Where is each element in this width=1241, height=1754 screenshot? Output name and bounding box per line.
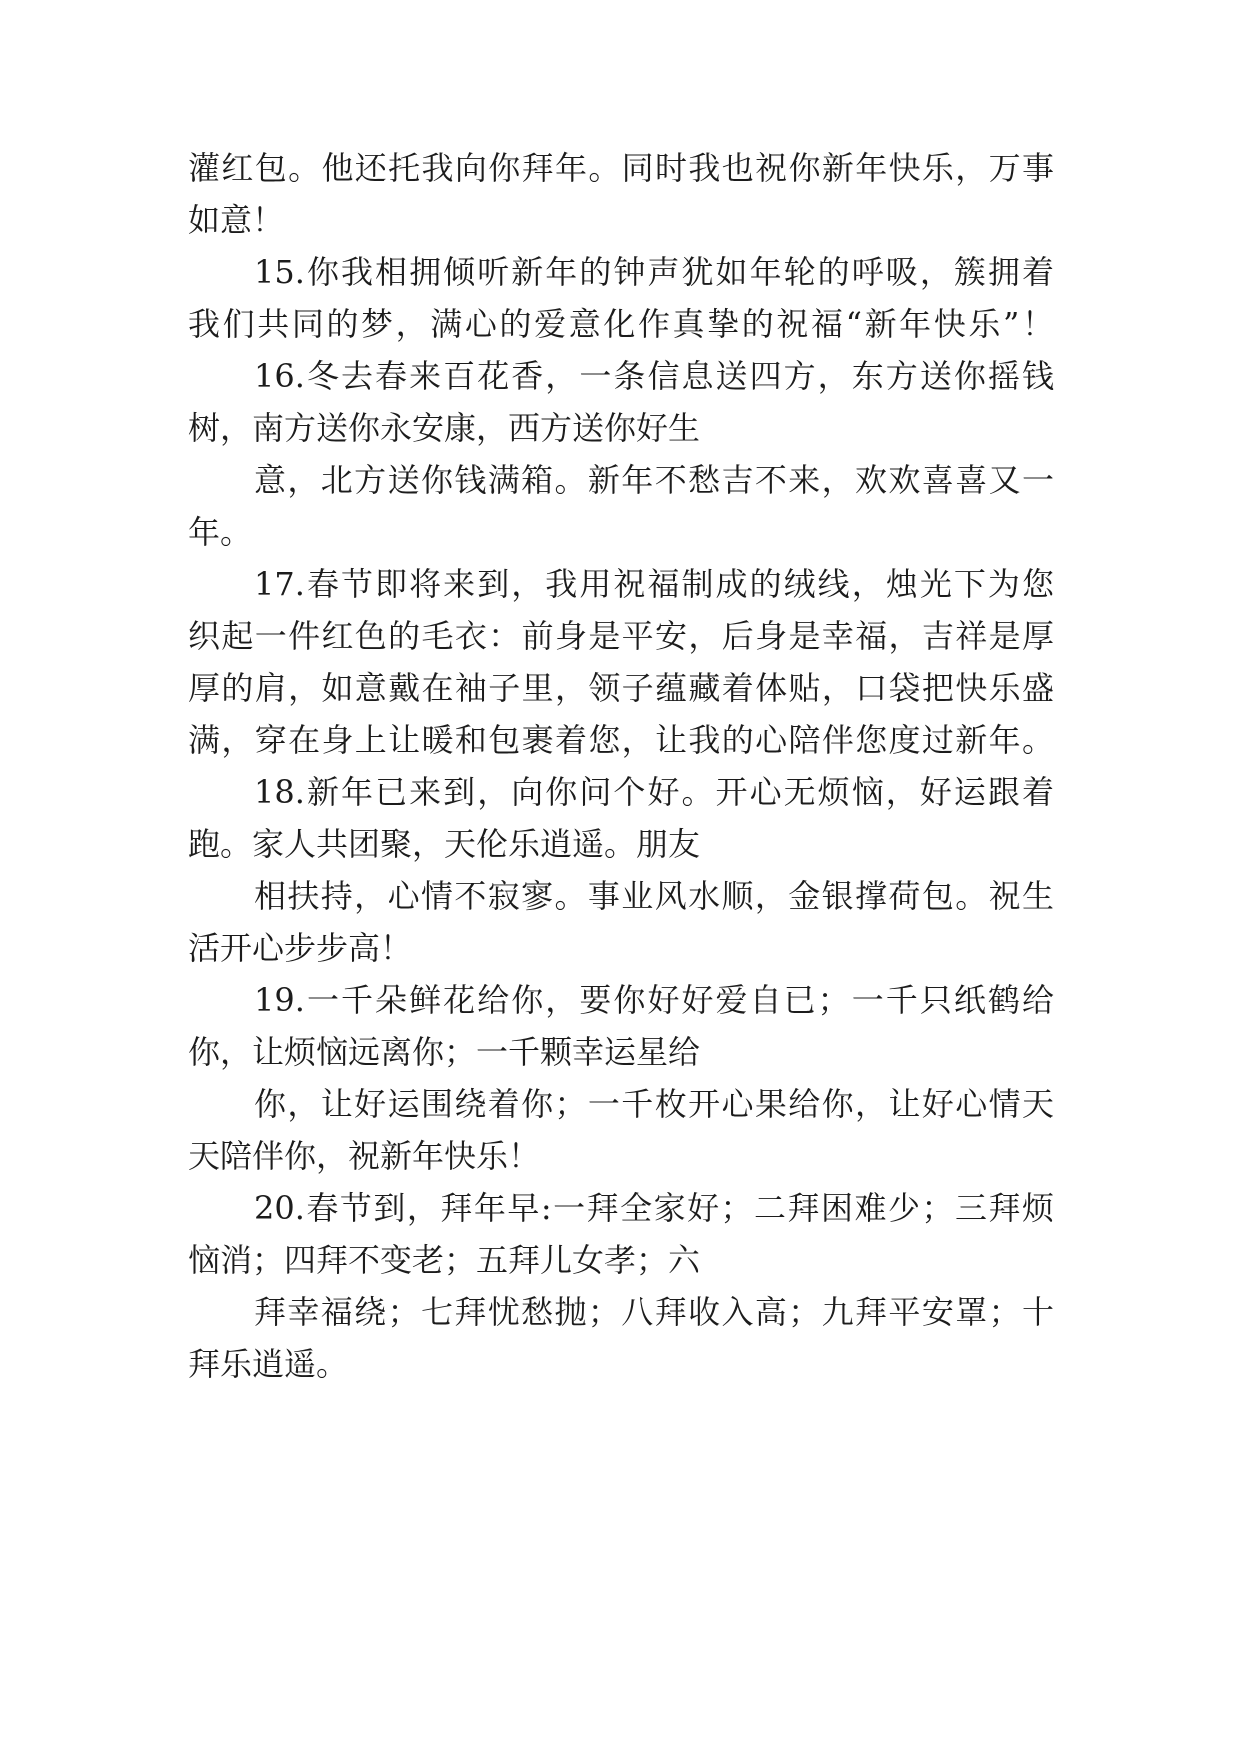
paragraph-20-line: 20.春节到，拜年早:一拜全家好；二拜困难少；三拜烦 <box>254 1189 1054 1227</box>
text-line: 你，让好运围绕着你；一千枚开心果给你，让好心情天 <box>254 1085 1054 1123</box>
text-line: 拜幸福绕；七拜忧愁抛；八拜收入高；九拜平安罩；十 <box>254 1293 1054 1331</box>
text-line: 灌红包。他还托我向你拜年。同时我也祝你新年快乐，万事 <box>188 149 1054 187</box>
text-line: 相扶持，心情不寂寥。事业风水顺，金银撑荷包。祝生 <box>254 877 1054 915</box>
text-line: 如意！ <box>188 201 285 239</box>
text-line: 意，北方送你钱满箱。新年不愁吉不来，欢欢喜喜又一 <box>254 461 1054 499</box>
paragraph-19-line: 19.一千朵鲜花给你，要你好好爱自已；一千只纸鹤给 <box>254 981 1054 1019</box>
text-line: 恼消；四拜不变老；五拜儿女孝；六 <box>188 1241 701 1279</box>
text-line: 我们共同的梦，满心的爱意化作真挚的祝福“新年快乐”！ <box>188 305 1054 343</box>
text-line: 满，穿在身上让暖和包裹着您，让我的心陪伴您度过新年。 <box>188 721 1054 759</box>
text-line: 你，让烦恼远离你；一千颗幸运星给 <box>188 1033 701 1071</box>
text-line: 活开心步步高！ <box>188 929 413 967</box>
paragraph-18-line: 18.新年已来到，向你问个好。开心无烦恼，好运跟着 <box>254 773 1054 811</box>
paragraph-16-line: 16.冬去春来百花香，一条信息送四方，东方送你摇钱 <box>254 357 1054 395</box>
paragraph-15-line: 15.你我相拥倾听新年的钟声犹如年轮的呼吸，簇拥着 <box>254 253 1054 291</box>
text-line: 树，南方送你永安康，西方送你好生 <box>188 409 701 447</box>
text-line: 跑。家人共团聚，天伦乐逍遥。朋友 <box>188 825 701 863</box>
paragraph-17-line: 17.春节即将来到，我用祝福制成的绒线，烛光下为您 <box>254 565 1054 603</box>
text-line: 厚的肩，如意戴在袖子里，领子蕴藏着体贴，口袋把快乐盛 <box>188 669 1054 707</box>
text-line: 天陪伴你，祝新年快乐！ <box>188 1137 541 1175</box>
text-line: 年。 <box>188 513 253 551</box>
text-line: 织起一件红色的毛衣：前身是平安，后身是幸福，吉祥是厚 <box>188 617 1054 655</box>
text-line: 拜乐逍遥。 <box>188 1345 349 1383</box>
